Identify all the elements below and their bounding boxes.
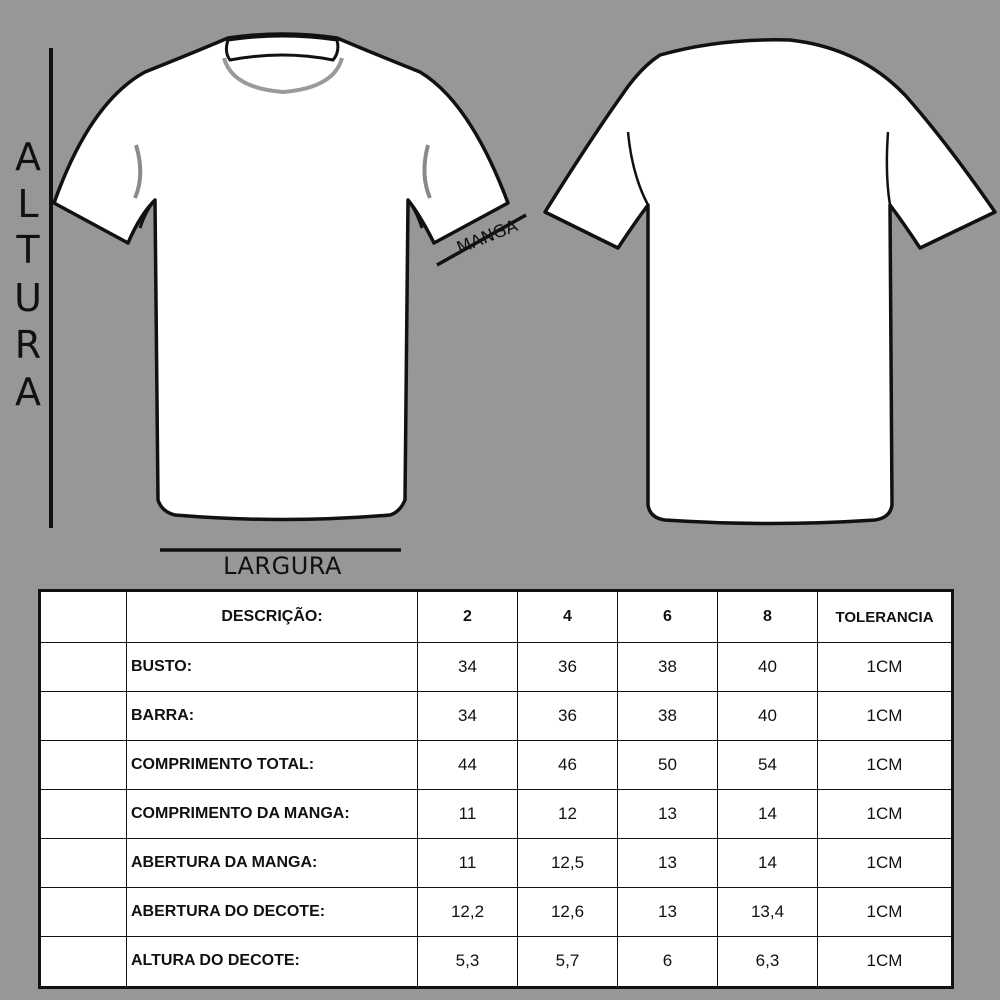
cell-tolerancia: 1CM: [818, 838, 953, 887]
altura-letter-3: T: [16, 228, 40, 272]
back-shirt-illustration: [545, 40, 995, 524]
cell-size-2: 5,3: [418, 936, 518, 987]
empty-cell: [40, 936, 127, 987]
header-size-2: 2: [418, 591, 518, 643]
cell-size-6: 13: [618, 838, 718, 887]
row-label: BUSTO:: [127, 643, 418, 692]
table-row: [40, 740, 953, 789]
cell-size-8: 40: [718, 691, 818, 740]
empty-cell: [40, 887, 127, 936]
cell-tolerancia: 1CM: [818, 643, 953, 692]
cell-size-2: 34: [418, 643, 518, 692]
cell-size-2: 44: [418, 740, 518, 789]
header-descricao: DESCRIÇÃO:: [127, 591, 418, 643]
cell-size-8: 14: [718, 838, 818, 887]
empty-header-cell: [40, 591, 127, 643]
cell-size-8: 40: [718, 643, 818, 692]
cell-size-2: 11: [418, 838, 518, 887]
cell-size-2: 11: [418, 789, 518, 838]
altura-letter-5: R: [14, 323, 42, 367]
altura-letter-4: U: [14, 276, 42, 320]
cell-tolerancia: 1CM: [818, 789, 953, 838]
cell-size-8: 54: [718, 740, 818, 789]
table-row: [40, 838, 953, 887]
cell-size-6: 38: [618, 643, 718, 692]
altura-letter-2: L: [17, 182, 39, 226]
manga-label: MANGA: [454, 216, 521, 259]
cell-tolerancia: 1CM: [818, 691, 953, 740]
table-row: [40, 887, 953, 936]
cell-size-6: 50: [618, 740, 718, 789]
cell-size-6: 6: [618, 936, 718, 987]
header-tolerancia: TOLERANCIA: [818, 591, 953, 643]
cell-size-4: 36: [518, 691, 618, 740]
table-row: [40, 789, 953, 838]
cell-size-6: 13: [618, 887, 718, 936]
table-row: [40, 936, 953, 987]
largura-label: LARGURA: [223, 552, 342, 580]
empty-cell: [40, 691, 127, 740]
row-label: BARRA:: [127, 691, 418, 740]
altura-letter-1: A: [15, 135, 41, 179]
cell-size-4: 12: [518, 789, 618, 838]
size-table: [38, 589, 954, 989]
cell-size-4: 12,6: [518, 887, 618, 936]
altura-letter-6: A: [15, 370, 41, 414]
cell-size-4: 12,5: [518, 838, 618, 887]
empty-cell: [40, 838, 127, 887]
cell-size-4: 5,7: [518, 936, 618, 987]
cell-size-6: 38: [618, 691, 718, 740]
cell-size-2: 34: [418, 691, 518, 740]
empty-cell: [40, 740, 127, 789]
cell-size-4: 36: [518, 643, 618, 692]
cell-size-2: 12,2: [418, 887, 518, 936]
table-row: [40, 643, 953, 692]
cell-tolerancia: 1CM: [818, 936, 953, 987]
header-size-8: 8: [718, 591, 818, 643]
row-label: COMPRIMENTO DA MANGA:: [127, 789, 418, 838]
cell-size-4: 46: [518, 740, 618, 789]
cell-size-8: 13,4: [718, 887, 818, 936]
row-label: ABERTURA DA MANGA:: [127, 838, 418, 887]
empty-cell: [40, 789, 127, 838]
cell-tolerancia: 1CM: [818, 887, 953, 936]
cell-size-6: 13: [618, 789, 718, 838]
row-label: ALTURA DO DECOTE:: [127, 936, 418, 987]
cell-tolerancia: 1CM: [818, 740, 953, 789]
table-header-row: [40, 591, 953, 643]
header-size-6: 6: [618, 591, 718, 643]
row-label: ABERTURA DO DECOTE:: [127, 887, 418, 936]
empty-cell: [40, 643, 127, 692]
row-label: COMPRIMENTO TOTAL:: [127, 740, 418, 789]
front-shirt-illustration: [54, 34, 508, 520]
header-size-4: 4: [518, 591, 618, 643]
table-row: [40, 691, 953, 740]
cell-size-8: 6,3: [718, 936, 818, 987]
cell-size-8: 14: [718, 789, 818, 838]
